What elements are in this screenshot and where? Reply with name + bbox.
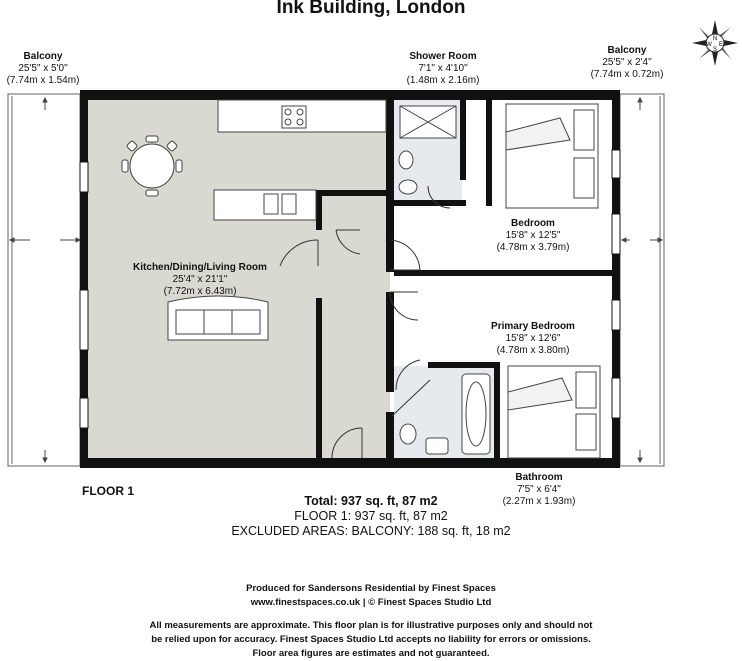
primary-bedroom-metric: (4.78m x 3.80m): [496, 345, 570, 356]
compass-n: N: [712, 36, 718, 42]
bathroom-name: Bathroom: [515, 472, 563, 483]
compass-s: S: [712, 47, 718, 53]
total-area: Total: 937 sq. ft, 87 m2: [304, 494, 438, 508]
primary-bedroom-name: Primary Bedroom: [491, 321, 575, 332]
balcony-left: [8, 94, 80, 466]
compass-e: E: [718, 42, 724, 48]
balcony-right-metric: (7.74m x 0.72m): [590, 69, 664, 80]
balcony-right: [620, 94, 664, 466]
balcony-left-name: Balcony: [23, 51, 63, 62]
kitchen-label: [118, 262, 282, 298]
disclaimer: [0, 619, 742, 661]
sofa: [168, 296, 268, 340]
shower-room-metric: (1.48m x 2.16m): [406, 75, 480, 86]
kitchen-imperial: 25'4" x 21'1": [172, 274, 228, 285]
shower-room-imperial: 7'1" x 4'10": [418, 63, 468, 74]
disclaimer-line3: Floor area figures are estimates and not guaranteed.: [252, 648, 490, 659]
bathroom-imperial: 7'5" x 6'4": [517, 484, 561, 495]
shower-room-name: Shower Room: [409, 51, 477, 62]
hall-floor: [318, 240, 390, 458]
bedroom-metric: (4.78m x 3.79m): [496, 242, 570, 253]
balcony-right-imperial: 25'5" x 2'4": [602, 57, 652, 68]
kitchen-counter-top: [218, 100, 386, 132]
balcony-left-metric: (7.74m x 1.54m): [6, 75, 80, 86]
kitchen-island: [214, 190, 316, 220]
kitchen-metric: (7.72m x 6.43m): [163, 286, 237, 297]
kitchen-name: Kitchen/Dining/Living Room: [133, 262, 267, 273]
bathroom-metric: (2.27m x 1.93m): [502, 496, 576, 507]
excluded-area: EXCLUDED AREAS: BALCONY: 188 sq. ft, 18 m2: [231, 524, 511, 538]
credits: [0, 582, 742, 610]
primary-bedroom-imperial: 15'8" x 12'6": [505, 333, 561, 344]
bedroom-bed: [506, 104, 598, 208]
bedroom-imperial: 15'8" x 12'5": [505, 230, 561, 241]
area-totals: [0, 494, 742, 539]
disclaimer-line2: be relied upon for accuracy. Finest Spaces Studio Ltd accepts no liability for errors or omissions.: [151, 634, 591, 645]
bedroom-name: Bedroom: [511, 218, 555, 229]
credits-website: www.finestspaces.co.uk | © Finest Spaces Studio Ltd: [250, 597, 492, 608]
page-title: Ink Building, London: [276, 0, 466, 18]
bedroom-label: [483, 218, 583, 254]
compass-w: W: [706, 42, 712, 48]
primary-bed: [508, 366, 600, 458]
credits-produced: Produced for Sandersons Residential by Finest Spaces: [246, 583, 496, 594]
floor-area: FLOOR 1: 937 sq. ft, 87 m2: [294, 509, 448, 523]
primary-bedroom-label: [474, 321, 592, 357]
balcony-left-imperial: 25'5" x 5'0": [18, 63, 68, 74]
floor-name: FLOOR 1: [82, 484, 135, 498]
disclaimer-line1: All measurements are approximate. This floor plan is for illustrative purposes only and should not: [149, 620, 593, 631]
balcony-right-name: Balcony: [607, 45, 647, 56]
